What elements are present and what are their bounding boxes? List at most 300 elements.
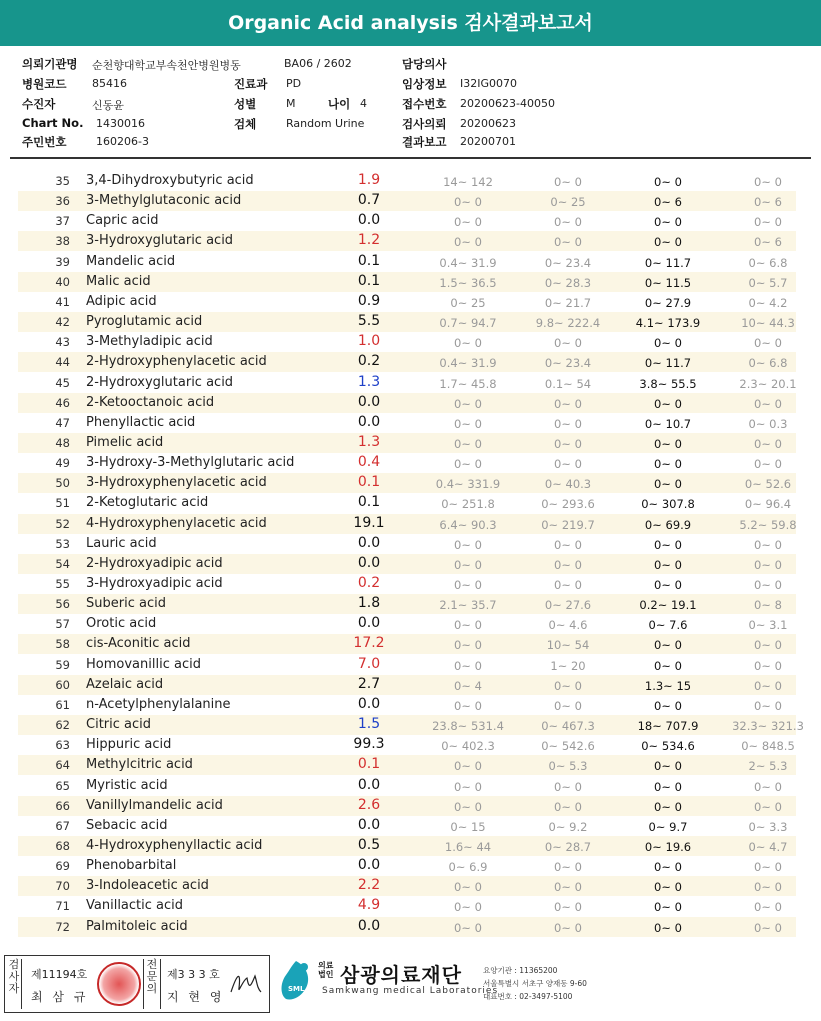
specialist-vertical-label: 전문의 [143,959,161,1009]
row-number: 65 [55,778,70,793]
reference-range-2: 0~ 219.7 [541,517,595,532]
row-number: 39 [55,254,70,269]
row-number: 55 [55,577,70,591]
reference-range-4: 0~ 0 [754,215,782,230]
reference-range-2: 0~ 0 [554,416,582,431]
result-value: 1.0 [357,333,381,350]
reference-range-1: 23.8~ 531.4 [432,719,504,734]
report-date-value: 20200701 [460,135,516,148]
table-row [18,594,796,614]
analyte-name: n-Acetylphenylalanine [86,696,231,712]
reference-range-1: 0.4~ 31.9 [439,255,497,270]
reference-range-3: 0~ 0 [654,759,682,774]
reference-range-1: 14~ 142 [443,175,493,189]
reference-range-4: 5.2~ 59.8 [739,517,797,532]
reference-range-3: 0~ 69.9 [644,517,692,532]
resident-no-value: 160206-3 [96,135,149,148]
result-value: 0.2 [357,575,381,591]
reference-range-4: 0~ 848.5 [741,739,795,754]
reference-range-1: 0~ 15 [450,819,486,834]
reference-range-2: 9.8~ 222.4 [535,316,601,331]
table-row [18,211,796,231]
row-number: 54 [55,556,70,571]
reference-range-2: 0~ 293.6 [541,497,595,512]
table-row [18,171,796,191]
row-number: 62 [55,718,70,733]
info-row-2 [0,76,821,94]
result-value: 19.1 [353,514,385,531]
analyte-name: Phenobarbital [86,858,177,874]
reference-range-3: 0~ 0 [654,920,682,935]
reference-range-4: 0~ 0 [754,920,782,935]
analyte-name: 3-Hydroxyglutaric acid [86,233,234,249]
result-value: 0.9 [357,292,381,309]
reference-range-1: 0.4~ 331.9 [435,477,501,492]
header-divider [10,157,811,159]
reference-range-2: 0~ 21.7 [544,295,592,310]
reference-range-1: 1.6~ 44 [444,839,492,854]
table-row [18,876,796,896]
examiner-name: 최 삼 규 [31,990,89,1004]
reference-range-3: 0~ 0 [654,175,682,189]
result-value: 0.0 [357,816,381,833]
ward-value: BA06 / 2602 [284,57,352,70]
reference-range-3: 3.8~ 55.5 [639,376,697,391]
analyte-name: Palmitoleic acid [86,918,188,934]
row-number: 59 [55,657,70,672]
analyte-name: 2-Hydroxyglutaric acid [86,374,234,390]
table-row [18,453,796,473]
examiner-seal [97,962,141,1006]
reference-range-3: 0~ 11.7 [644,255,692,270]
table-row [18,252,796,272]
reference-range-2: 0~ 23.4 [544,255,592,270]
result-value: 1.9 [357,172,381,188]
specimen-label: 검체 [234,117,257,131]
reference-range-3: 0~ 0 [654,779,682,794]
doctor-label: 담당의사 [402,57,447,71]
reference-range-3: 0~ 11.7 [644,356,692,371]
reference-range-1: 0~ 0 [454,799,482,814]
reference-range-2: 0~ 0 [554,920,582,935]
report-date-label: 결과보고 [402,135,447,149]
org-phone: 대표번호 : 02-3497-5100 [483,992,573,1001]
result-value: 0.1 [357,252,381,269]
row-number: 70 [55,879,70,894]
reference-range-3: 0~ 10.7 [644,416,692,431]
reference-range-2: 0~ 0 [554,235,582,250]
table-row [18,655,796,675]
chart-no-label: Chart No. [22,116,84,130]
reference-range-1: 1.7~ 45.8 [439,376,497,391]
analyte-name: Homovanillic acid [86,656,201,672]
reference-range-2: 0~ 542.6 [541,739,595,754]
reference-range-1: 0~ 0 [454,336,482,351]
reference-range-4: 0~ 0 [754,396,782,411]
reference-range-2: 0~ 28.3 [544,275,592,290]
reference-range-4: 0~ 6.8 [748,255,788,270]
analyte-name: Phenyllactic acid [86,414,196,430]
institution-label: 의뢰기관명 [22,57,78,71]
reference-range-1: 0~ 0 [454,436,482,451]
reference-range-1: 0~ 25 [450,295,486,310]
patient-label: 수진자 [22,97,56,111]
row-number: 69 [55,859,70,874]
reference-range-2: 0~ 0 [554,396,582,411]
table-row [18,796,796,816]
result-value: 2.7 [357,675,381,692]
reference-range-1: 0~ 0 [454,900,482,915]
reference-range-1: 0~ 0 [454,235,482,250]
result-value: 0.0 [357,857,381,874]
analyte-name: Malic acid [86,273,151,289]
reference-range-2: 0~ 0 [554,678,582,693]
result-value: 1.8 [357,595,381,612]
row-number: 52 [55,516,70,531]
reception-label: 접수번호 [402,97,447,111]
row-number: 43 [55,335,70,350]
specimen-value: Random Urine [286,117,365,130]
analyte-name: Vanillactic acid [86,898,184,914]
result-value: 7.0 [357,655,381,672]
sml-logo-icon [278,959,314,1005]
table-row [18,332,796,352]
row-number: 38 [55,234,70,249]
reference-range-2: 0~ 0 [554,860,582,875]
reference-range-2: 0~ 0 [554,779,582,794]
table-row [18,534,796,554]
analyte-name: Sebacic acid [86,817,168,833]
result-value: 0.0 [357,393,381,410]
reference-range-3: 0~ 19.6 [644,839,692,854]
reference-range-3: 0~ 0 [654,900,682,915]
row-number: 57 [55,617,70,632]
reference-range-4: 0~ 0 [754,436,782,451]
analyte-name: Mandelic acid [86,253,176,269]
reference-range-2: 10~ 54 [546,638,590,653]
row-number: 58 [55,637,70,652]
reference-range-4: 0~ 0 [754,638,782,653]
reference-range-3: 0~ 7.6 [648,618,688,633]
reference-range-1: 0~ 0 [454,759,482,774]
result-value: 5.5 [357,313,381,330]
sex-label: 성별 [234,97,257,111]
sml-logo-label: SML [288,985,305,993]
reference-range-4: 0~ 0 [754,860,782,875]
result-value: 0.0 [357,695,381,712]
analyte-name: Vanillylmandelic acid [86,797,223,813]
result-value: 17.2 [353,635,385,652]
reference-range-1: 0~ 0 [454,578,482,592]
result-value: 0.1 [357,756,381,773]
table-row [18,675,796,695]
row-number: 63 [55,738,70,753]
reference-range-4: 0~ 6.8 [748,356,788,371]
result-value: 0.4 [357,454,381,471]
table-row [18,896,796,916]
reference-range-2: 0~ 28.7 [544,839,592,854]
table-row [18,574,796,594]
reference-range-2: 0~ 0 [554,336,582,351]
result-value: 0.1 [357,272,381,289]
analyte-name: Suberic acid [86,596,166,612]
table-row [18,634,796,654]
reference-range-3: 0~ 0 [654,336,682,351]
analyte-name: Pyroglutamic acid [86,314,203,330]
result-value: 0.0 [357,212,381,229]
reference-range-1: 0~ 0 [454,396,482,411]
analyte-name: cis-Aconitic acid [86,636,191,652]
reference-range-1: 0~ 0 [454,416,482,431]
analyte-name: Azelaic acid [86,676,164,692]
reference-range-1: 0~ 251.8 [441,497,495,512]
reference-range-2: 0~ 25 [550,195,586,210]
reference-range-2: 0~ 0 [554,436,582,451]
reference-range-3: 0~ 0 [654,235,682,250]
row-number: 45 [55,375,70,390]
reference-range-4: 0~ 6 [754,235,782,250]
patient-info-section [0,52,821,160]
reference-range-4: 0~ 0 [754,578,782,592]
reference-range-3: 0.2~ 19.1 [639,598,697,613]
result-value: 0.0 [357,776,381,793]
result-value: 0.0 [357,413,381,430]
table-row [18,614,796,634]
reference-range-2: 0~ 0 [554,175,582,189]
reference-range-4: 0~ 52.6 [744,477,792,492]
reception-value: 20200623-40050 [460,97,555,110]
row-number: 67 [55,818,70,833]
reference-range-3: 0~ 9.7 [648,819,688,834]
row-number: 71 [55,899,70,914]
reference-range-3: 0~ 27.9 [644,295,692,310]
analyte-name: Capric acid [86,213,159,229]
reference-range-4: 2~ 5.3 [748,759,788,774]
reference-range-3: 0~ 534.6 [641,739,695,754]
reference-range-2: 0~ 23.4 [544,356,592,371]
reference-range-1: 0~ 0 [454,638,482,653]
analyte-name: 3-Hydroxyadipic acid [86,576,223,591]
reference-range-1: 0~ 0 [454,195,482,210]
table-row [18,735,796,755]
table-row [18,554,796,574]
result-value: 2.6 [357,796,381,813]
row-number: 72 [55,919,70,934]
result-value: 0.1 [357,474,381,491]
department-value: PD [286,77,302,90]
specialist-name: 지 현 영 [167,990,225,1004]
reference-range-4: 0~ 4.2 [748,295,788,310]
signature-box [4,955,270,1013]
table-row [18,776,796,796]
report-title: Organic Acid analysis 검사결과보고서 [0,0,821,46]
row-number: 41 [55,294,70,309]
reference-range-3: 1.3~ 15 [644,678,692,693]
row-number: 60 [55,677,70,692]
row-number: 44 [55,355,70,370]
result-value: 0.0 [357,917,381,934]
table-row [18,917,796,937]
table-row [18,312,796,332]
analyte-name: Myristic acid [86,777,168,793]
row-number: 50 [55,476,70,491]
info-row-3 [0,96,821,114]
result-value: 1.5 [357,716,381,733]
row-number: 64 [55,758,70,773]
age-value: 4 [360,97,367,110]
reference-range-1: 0.7~ 94.7 [439,316,497,331]
reference-range-2: 0~ 0 [554,880,582,895]
care-institution-no: 요양기관 : 11365200 [483,966,558,975]
row-number: 40 [55,274,70,289]
table-row [18,856,796,876]
result-value: 0.1 [357,494,381,511]
result-value: 0.5 [357,836,381,853]
reference-range-2: 0~ 0 [554,799,582,814]
reference-range-3: 0~ 0 [654,436,682,451]
reference-range-2: 0~ 0 [554,537,582,552]
org-name: 삼광의료재단 [340,963,462,987]
clinical-label: 임상정보 [402,77,447,91]
specialist-signature [227,968,265,998]
reference-range-3: 0~ 0 [654,658,682,673]
reference-range-1: 0~ 0 [454,920,482,935]
reference-range-1: 0~ 6.9 [448,860,488,875]
reference-range-2: 0~ 0 [554,578,582,592]
reference-range-1: 1.5~ 36.5 [439,275,497,290]
reference-range-2: 0~ 4.6 [548,618,588,633]
row-number: 56 [55,597,70,612]
row-number: 53 [55,536,70,551]
analyte-name: Orotic acid [86,616,157,632]
reference-range-3: 0~ 0 [654,557,682,572]
result-value: 99.3 [353,736,385,753]
examiner-license-no: 제11194호 [31,968,88,981]
chart-no-value: 1430016 [96,117,145,130]
result-value: 0.7 [357,192,381,209]
table-row [18,272,796,292]
specialist-license-no: 제3 3 3 호 [167,968,220,981]
reference-range-3: 0~ 11.5 [644,275,692,290]
reference-range-2: 0~ 467.3 [541,719,595,734]
reference-range-2: 0~ 0 [554,457,582,472]
reference-range-1: 0~ 0 [454,698,482,713]
report-footer [0,953,821,1021]
sex-value: M [286,97,296,110]
age-label: 나이 [328,97,351,111]
reference-range-3: 18~ 707.9 [637,719,699,734]
reference-range-2: 0.1~ 54 [544,376,592,391]
table-row [18,473,796,493]
table-row [18,413,796,433]
result-value: 1.2 [357,232,381,249]
analyte-name: 4-Hydroxyphenyllactic acid [86,837,263,853]
reference-range-4: 0~ 3.3 [748,819,788,834]
result-value: 1.3 [357,373,381,390]
reference-range-2: 0~ 5.3 [548,759,588,774]
row-number: 48 [55,435,70,450]
reference-range-3: 4.1~ 173.9 [635,316,701,331]
result-value: 4.9 [357,897,381,914]
table-row [18,715,804,735]
reference-range-4: 10~ 44.3 [741,316,795,331]
reference-range-1: 0~ 402.3 [441,739,495,754]
reference-range-2: 0~ 9.2 [548,819,588,834]
analyte-name: Methylcitric acid [86,757,193,773]
reference-range-1: 0~ 0 [454,215,482,230]
row-number: 61 [55,697,70,712]
resident-no-label: 주민번호 [22,135,67,149]
table-row [18,191,796,211]
reference-range-3: 0~ 307.8 [641,497,695,512]
row-number: 66 [55,798,70,813]
department-label: 진료과 [234,77,268,91]
org-type-label: 의료 법인 [318,961,334,979]
hospital-code-label: 병원코드 [22,77,67,91]
reference-range-4: 0~ 0 [754,799,782,814]
analyte-name: 2-Ketoglutaric acid [86,495,209,511]
reference-range-3: 0~ 0 [654,537,682,552]
reference-range-4: 0~ 0 [754,779,782,794]
info-row-1 [0,56,821,74]
reference-range-1: 0.4~ 31.9 [439,356,497,371]
analyte-name: Citric acid [86,717,151,733]
reference-range-2: 1~ 20 [550,658,586,673]
table-row [18,816,796,836]
reference-range-1: 0~ 0 [454,618,482,633]
examiner-vertical-label: 검사자 [7,959,22,1009]
row-number: 51 [55,496,70,511]
row-number: 49 [55,456,70,471]
reference-range-4: 0~ 0 [754,537,782,552]
reference-range-2: 0~ 40.3 [544,477,592,492]
org-english-name: Samkwang medical Laboratories [322,986,499,996]
reference-range-2: 0~ 0 [554,557,582,572]
reference-range-1: 0~ 0 [454,537,482,552]
reference-range-2: 0~ 0 [554,215,582,230]
patient-value: 신동윤 [92,99,124,112]
reference-range-1: 0~ 0 [454,557,482,572]
analyte-name: Hippuric acid [86,737,172,753]
reference-range-1: 0~ 0 [454,779,482,794]
reference-range-3: 0~ 0 [654,578,682,592]
reference-range-1: 0~ 4 [454,678,482,693]
result-value: 0.0 [357,534,381,551]
table-row [18,292,796,312]
table-row [18,231,796,251]
hospital-code-value: 85416 [92,77,127,90]
row-number: 47 [55,415,70,430]
row-number: 68 [55,838,70,853]
reference-range-3: 0~ 0 [654,638,682,653]
institution-value: 순천향대학교부속천안병원병동 [92,59,241,72]
reference-range-4: 32.3~ 321.3 [732,719,804,734]
reference-range-3: 0~ 0 [654,396,682,411]
reference-range-1: 0~ 0 [454,658,482,673]
reference-range-4: 0~ 0.3 [748,416,788,431]
analyte-name: 3-Indoleacetic acid [86,878,209,894]
reference-range-4: 0~ 0 [754,880,782,895]
analyte-name: 2-Hydroxyadipic acid [86,555,223,571]
analyte-name: Pimelic acid [86,434,164,450]
reference-range-4: 0~ 0 [754,336,782,351]
table-row [18,393,796,413]
analyte-name: 3-Methyladipic acid [86,334,213,350]
table-row [18,433,796,453]
analyte-name: 3-Hydroxy-3-Methylglutaric acid [86,455,295,471]
reference-range-4: 0~ 8 [754,598,782,613]
reference-range-3: 0~ 0 [654,215,682,230]
